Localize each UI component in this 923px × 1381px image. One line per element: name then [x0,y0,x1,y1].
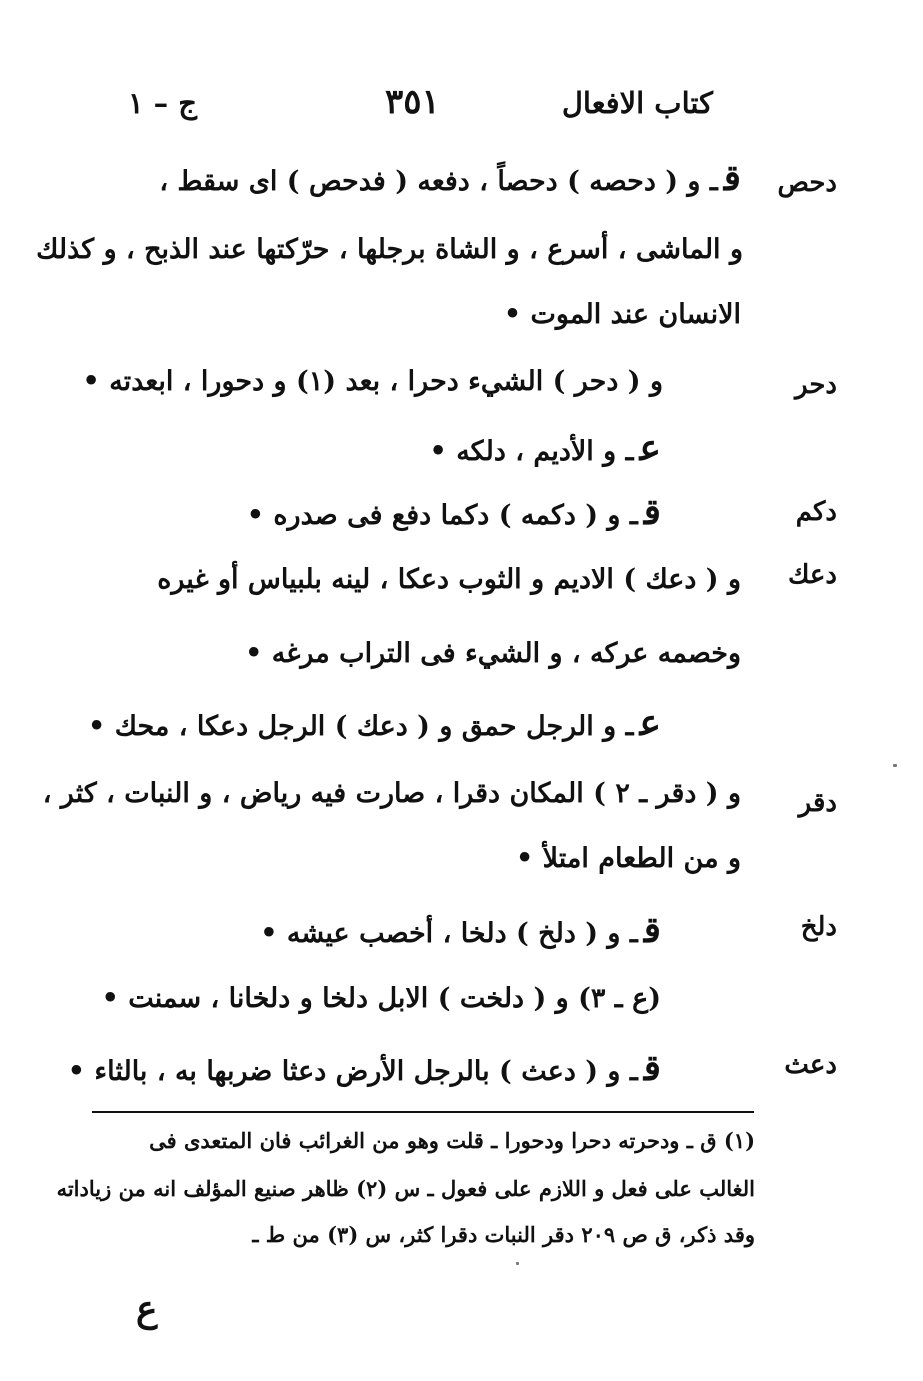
footnote-line: الغالب على فعل و اللازم على فعول ـ س (٢) ظاهر صنيع المؤلف انه من زياداته [56,1176,755,1201]
signature-mark: ع [136,1288,158,1330]
book-title: كتاب الافعال [561,86,713,120]
entry-text: ـ و ( دلخ ) دلخا ، أخصب عيشه • [260,918,638,949]
headword: دحص [777,168,837,198]
entry-line [36,236,743,263]
entry-line [504,301,741,328]
entry-line [67,1047,661,1089]
entry-text: ـ و ( دعث ) بالرجل الأرض دعثا ضربها به ، بالثاء • [67,1056,638,1087]
entry-line [429,427,661,469]
entry-line [246,491,661,533]
page-number: ٣٥١ [385,82,440,122]
footnote-rule [92,1111,754,1113]
entry-text: الانسان عند الموت • [503,299,741,330]
entry-text: (ع ـ ٣) و ( دلخت ) الابل دلخا و دلخانا ، سمنت • [101,983,661,1014]
headword: دحر [795,370,837,400]
print-speck [516,1262,519,1265]
source-marker: ق [643,491,661,533]
entry-line [159,157,741,199]
entry-text: و ( دقر ـ ٢ ) المكان دقرا ، صارت فيه رياض ، و النبات ، كثر ، [42,778,741,809]
headword: دعث [784,1050,837,1080]
headword: دعك [787,560,837,590]
footnote-line: (١) ق ـ ودحرته دحرا ودحورا ـ قلت وهو من الغرائب فان المتعدى فى [149,1128,755,1153]
source-marker: ع [639,702,661,744]
entry-line [245,640,741,667]
entry-line [157,566,741,593]
headword: دقر [798,788,837,818]
entry-line [102,985,661,1012]
source-marker: ع [639,427,661,469]
entry-text: و ( دعك ) الاديم و الثوب دعكا ، لينه بلبياس أو غيره [157,564,741,595]
source-marker: ق [723,157,741,199]
entry-text: وخصمه عركه ، و الشيء فى التراب مرغه • [245,638,741,669]
entry-line [516,845,741,872]
entry-text: ـ و ( دحصه ) دحصاً ، دفعه ( فدحص ) اى سقط ، [159,166,718,197]
footnote-line: وقد ذكر، ق ص ٢٠٩ دقر النبات دقرا كثر، س (٣) من ط ـ [252,1222,755,1247]
headword: دكم [795,497,837,527]
source-marker: ق [643,1047,661,1089]
entry-text: و ( دحر ) الشيء دحرا ، بعد (١) و دحورا ، ابعدته • [82,366,663,397]
headword: دلخ [800,912,837,942]
entry-line [83,368,663,395]
entry-text: ـ و الأديم ، دلكه • [429,436,634,467]
source-marker: ق [643,909,661,951]
entry-line [88,702,661,744]
entry-text: ـ و ( دكمه ) دكما دفع فى صدره • [246,500,638,531]
entry-text: ـ و الرجل حمق و ( دعك ) الرجل دعكا ، محك • [88,711,634,742]
entry-text: و الماشى ، أسرع ، و الشاة برجلها ، حرّكتها عند الذبح ، و كذلك [36,234,743,265]
entry-line [260,909,661,951]
volume-label: ج – ١ [128,86,197,120]
print-speck [893,764,897,767]
entry-line [43,780,741,807]
entry-text: و من الطعام امتلأ • [516,843,741,874]
